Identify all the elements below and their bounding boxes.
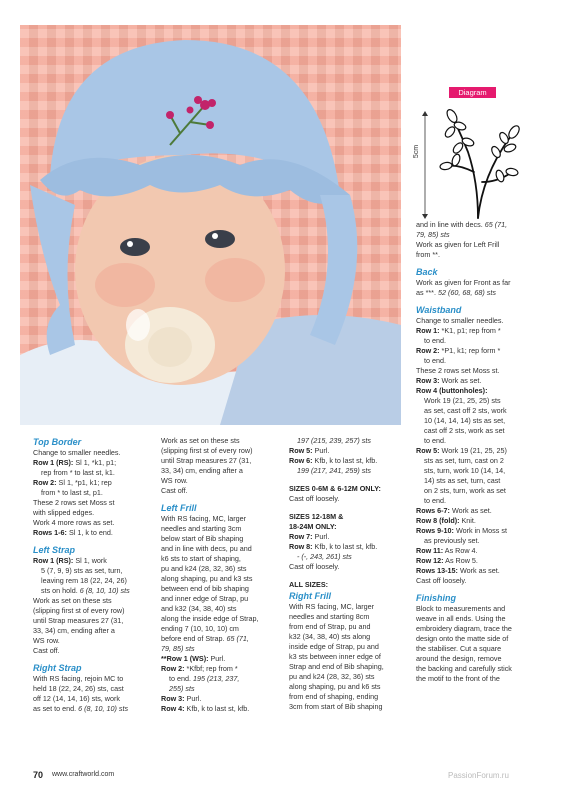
column-2: Work as set on these sts (slipping first st of every row) until Strap measures 27 (31, 33, 34) cm, ending after a WS row. Cast off. Left Frill With RS facing, MC, larger needles and starting 3cm below start of Bib shaping and in line with decs, pu and k6 sts to start of shaping, pu and k24 (28, 32, 36) sts along shaping, pu and k3 sts between end of bib shaping and inner edge of Strap, pu and k32 (34, 38, 40) sts along the inside edge of Strap, ending 7 (10, 10, 10) cm before end of Strap. 65 (71, 79, 85) sts **Row 1 (WS): Purl. Row 2: *Kfbf; rep from * to end. 195 (213, 237, 255) sts Row 3: Purl. Row 4: Kfb, k to last st, kfb. bbox=[161, 436, 286, 714]
section-title: Top Border bbox=[33, 437, 82, 447]
section-title: Right Frill bbox=[289, 591, 331, 601]
section-title: Finishing bbox=[416, 593, 456, 603]
section-title: Waistband bbox=[416, 305, 462, 315]
column-4: and in line with decs. 65 (71, 79, 85) sts Work as given for Left Frill from **. Back Work as given for Front as far as ***. 52 (60, 68, 68) sts Waistband Change to smaller needles. Row 1: *K1, p1; rep from * to end. Row 2: *P1, k1; rep form * to end. These 2 rows set Moss st. Row 3: Work as set. Row 4 (buttonholes): Work 19 (21, 25, 25) sts as set, cast off 2 sts, work 10 (14, 14, 14) sts as set, cast off 2 sts, work as set to end. Row 5: Work 19 (21, 25, 25) sts as set, turn, cast on 2 sts, turn, work 10 (14, 14, 14) sts as set, turn, cast on 2 sts, turn, work as set to end. Rows 6-7: Work as set. Row 8 (fold): Knit. Rows 9-10: Work in Moss st as previously set. Row 11: As Row 4. Row 12: As Row 5. Rows 13-15: Work as set. Cast off loosely. Finishing Block to measurements and weave in all ends. Using the embroidery diagram, trace the design onto the matte side of the stabiliser. Cut a square around the design, remove the backing and carefully stick the motif to the front of the bbox=[416, 220, 541, 684]
section-title: Left Strap bbox=[33, 545, 76, 555]
baby-photo bbox=[20, 25, 401, 425]
section-title: Back bbox=[416, 267, 438, 277]
watermark: PassionForum.ru bbox=[448, 771, 509, 780]
diagram-label: Diagram bbox=[449, 87, 496, 98]
section-title: Left Frill bbox=[161, 503, 197, 513]
page-number: 70 bbox=[33, 770, 44, 780]
dimension-label: 5cm bbox=[413, 144, 421, 159]
dimension-arrow bbox=[418, 110, 432, 220]
column-3: 197 (215, 239, 257) sts Row 5: Purl. Row 6: Kfb, k to last st, kfb. 199 (217, 241, 259) sts SIZES 0-6M & 6-12M ONLY: Cast off loosely. SIZES 12-18M & 18-24M ONLY: Row 7: Purl. Row 8: Kfb, k to last st, kfb. - (-, 243, 261) sts Cast off loosely. ALL SIZES: Right Frill With RS facing, MC, larger needles and starting 8cm from end of Strap, pu and k32 (34, 38, 40) sts along inside edge of Strap, pu and k3 sts between inner edge of Strap and end of Bib shaping, pu and k24 (28, 32, 36) sts along shaping, pu and k6 sts from end of shaping, ending 3cm from start of Bib shaping bbox=[289, 436, 411, 712]
baby-illustration bbox=[20, 25, 401, 425]
section-title: Right Strap bbox=[33, 663, 82, 673]
footer-url: www.craftworld.com bbox=[52, 771, 115, 778]
column-1: Top Border Change to smaller needles. Row 1 (RS): Sl 1, *k1, p1; rep from * to last st, k1. Row 2: Sl 1, *p1, k1; rep from * to last st, p1. These 2 rows set Moss st with slipped edges. Work 4 more rows as set. Rows 1-6: Sl 1, k to end. Left Strap Row 1 (RS): Sl 1, work 5 (7, 9, 9) sts as set, turn, leaving rem 18 (22, 24, 26) sts on hold. 6 (8, 10, 10) sts Work as set on these sts (slipping first st of every row) until Strap measures 27 (31, 33, 34) cm, ending after a WS row. Cast off. Right Strap With RS facing, rejoin MC to held 18 (22, 24, 26) sts, cast off 12 (14, 14, 16) sts, work as set to end. 6 (8, 10, 10) sts bbox=[33, 430, 153, 714]
embroidery-diagram bbox=[438, 102, 524, 220]
